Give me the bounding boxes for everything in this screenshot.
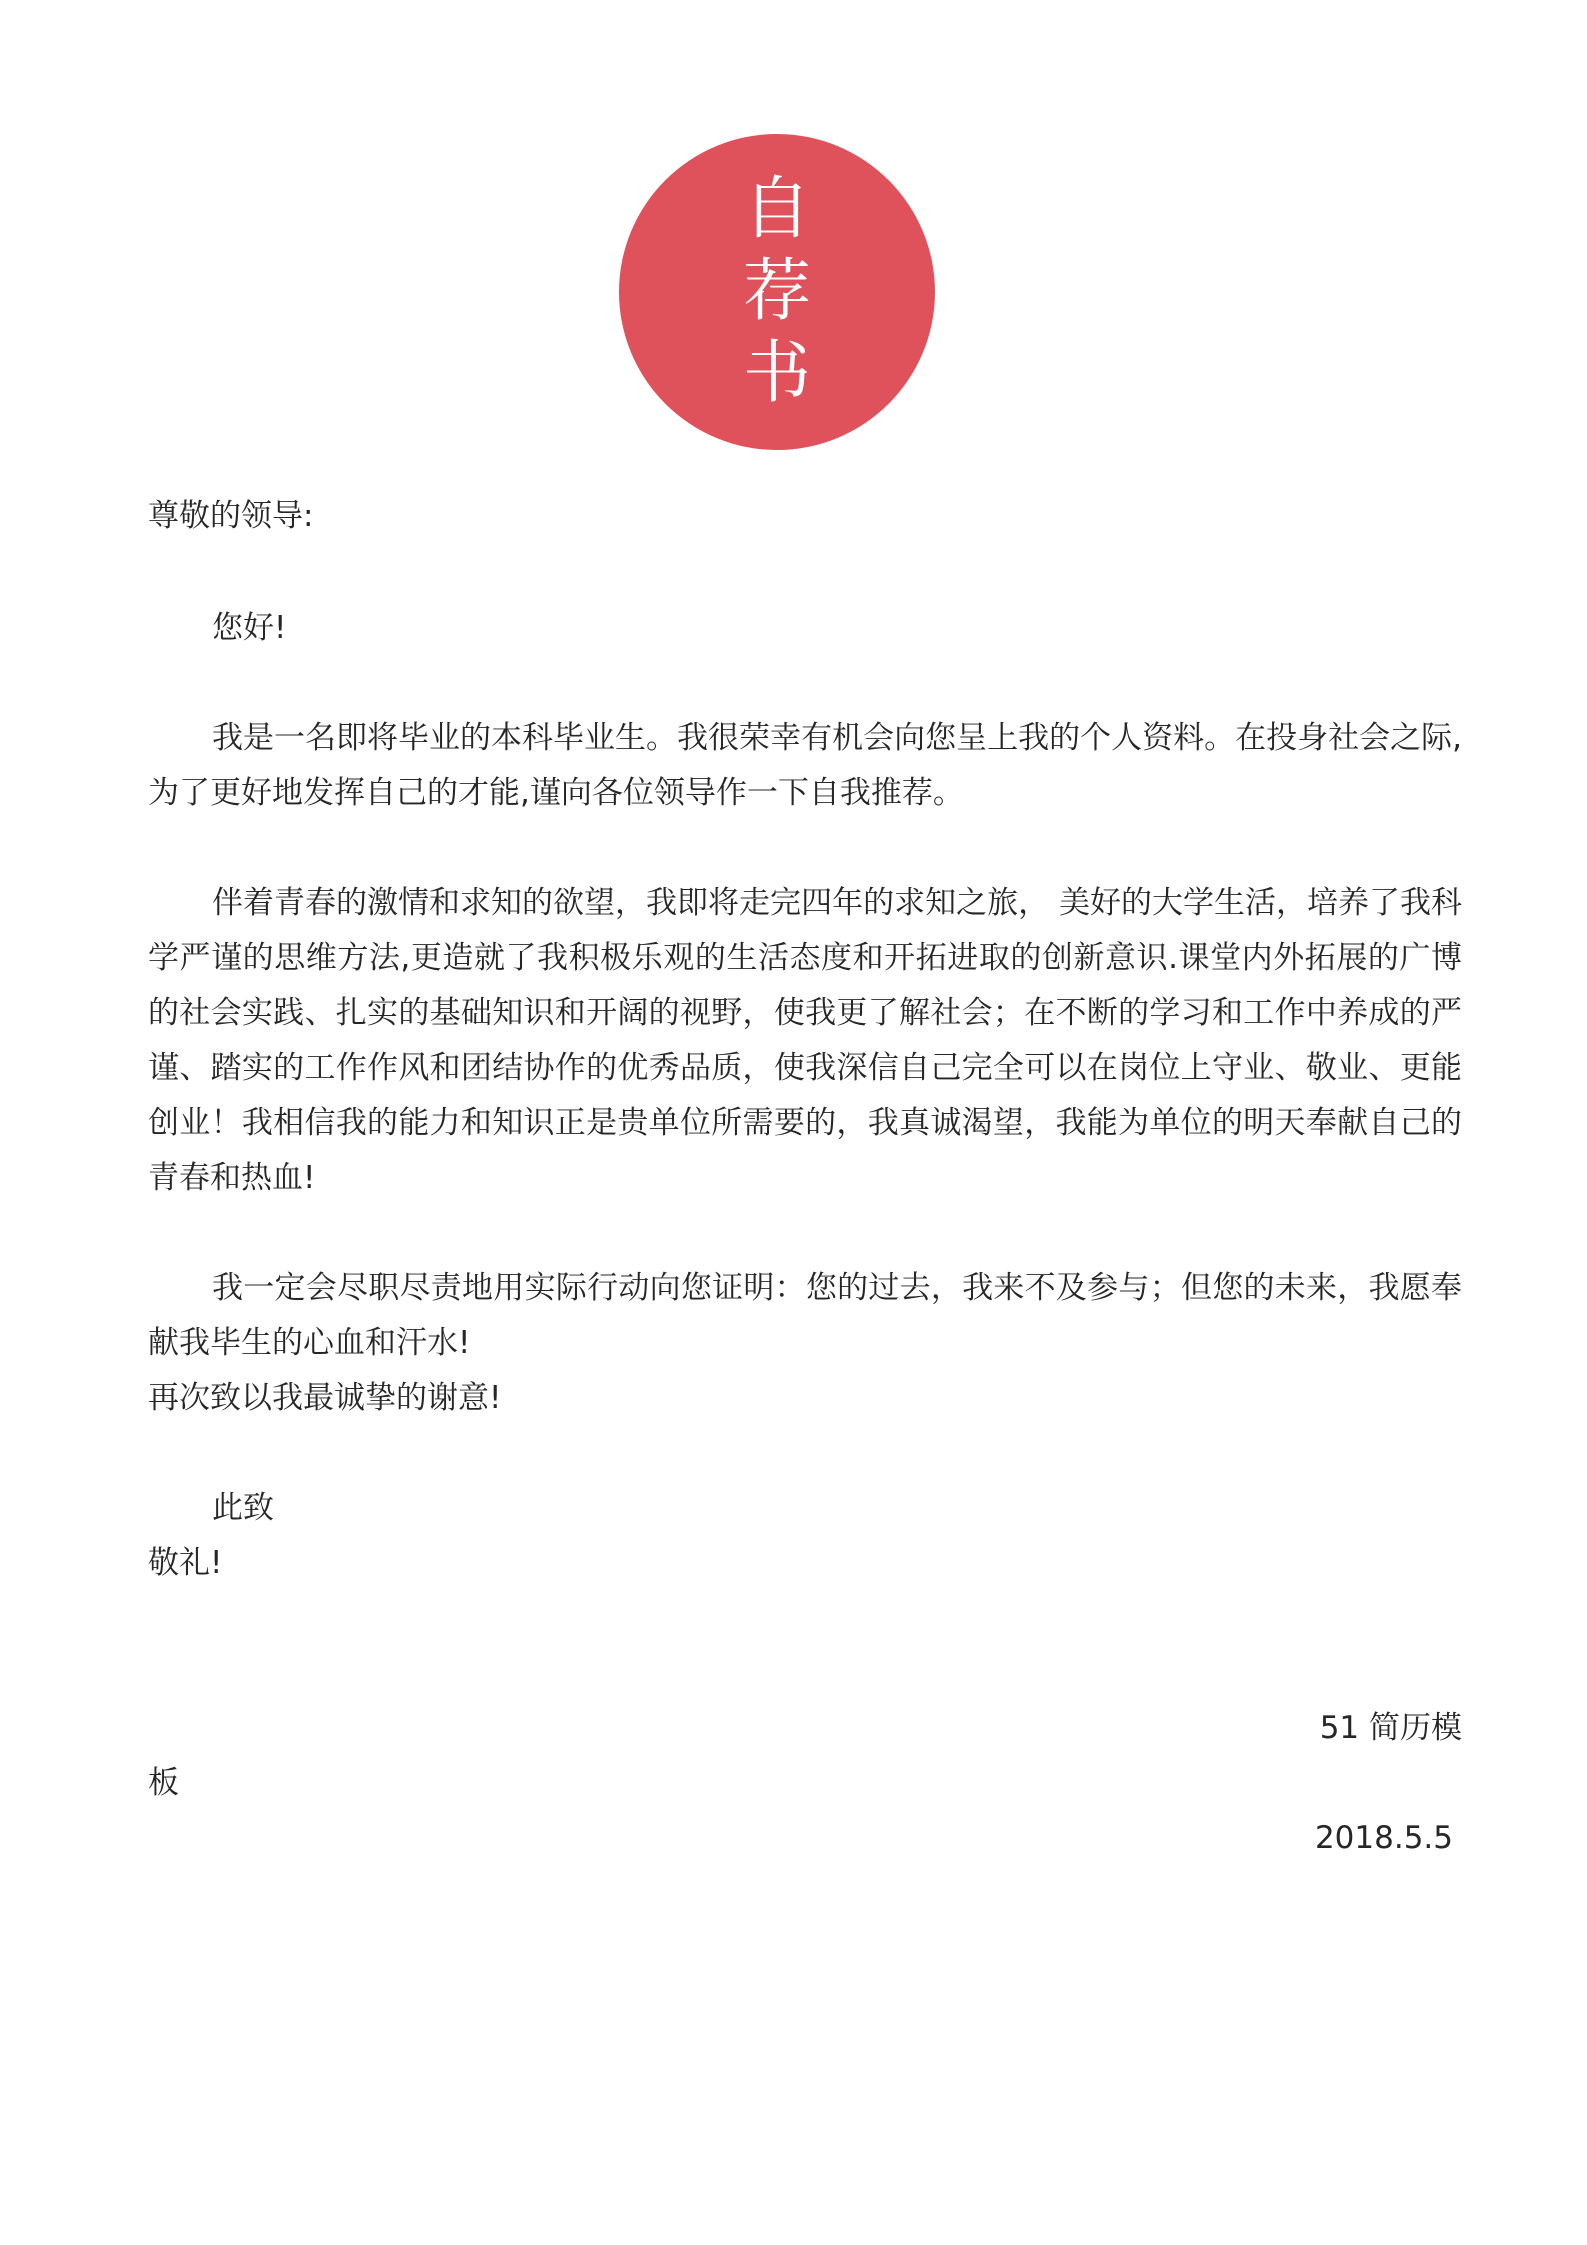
title-char: 书 <box>742 334 811 413</box>
title-badge <box>619 134 935 450</box>
title-char: 荐 <box>742 252 811 331</box>
date: 2018.5.5 <box>1314 1820 1453 1856</box>
closing-line-1: 此致 <box>212 1490 274 1526</box>
paragraph-intro: 我是一名即将毕业的本科毕业生。我很荣幸有机会向您呈上我的个人资料。在投身社会之际,为了更好地发挥自己的才能,谨向各位领导作一下自我推荐。 <box>148 720 1462 811</box>
signature-line-2: 板 <box>148 1765 179 1801</box>
salutation: 尊敬的领导: <box>148 498 314 534</box>
thanks-line: 再次致以我最诚挚的谢意! <box>148 1380 502 1416</box>
closing-line-2: 敬礼! <box>148 1545 223 1581</box>
paragraph-promise: 我一定会尽职尽责地用实际行动向您证明：您的过去，我来不及参与；但您的未来，我愿奉献我毕生的心血和汗水! <box>148 1270 1462 1361</box>
signature-line-1: 51 简历模 <box>1319 1710 1462 1746</box>
paragraph-main: 伴着青春的激情和求知的欲望，我即将走完四年的求知之旅， 美好的大学生活，培养了我科学严谨的思维方法,更造就了我积极乐观的生活态度和开拓进取的创新意识.课堂内外拓展的广博的社会实践、扎实的基础知识和开阔的视野，使我更了解社会；在不断的学习和工作中养成的严谨、踏实的工作作风和团结协作的优秀品质，使我深信自己完全可以在岗位上守业、敬业、更能创业！我相信我的能力和知识正是贵单位所需要的，我真诚渴望，我能为单位的明天奉献自己的青春和热血! <box>148 885 1462 1196</box>
greeting: 您好! <box>212 610 287 646</box>
title-char: 自 <box>742 170 811 249</box>
